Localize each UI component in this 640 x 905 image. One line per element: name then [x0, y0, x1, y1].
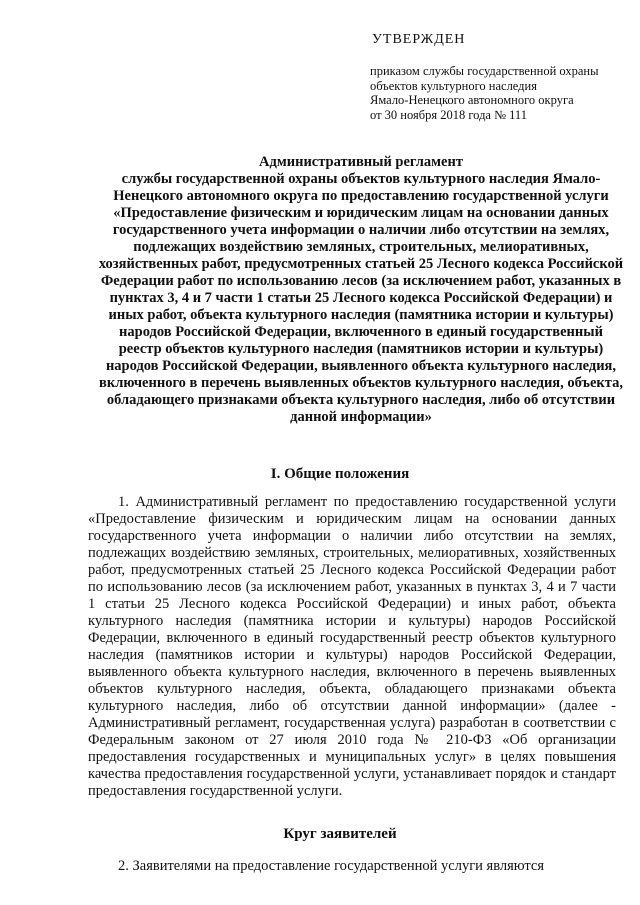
approval-stamp: УТВЕРЖДЕН [372, 32, 466, 47]
document-title [96, 154, 626, 426]
approval-order-block [370, 64, 630, 122]
section-heading-applicants: Круг заявителей [283, 826, 397, 842]
paragraph-1: 1. Административный регламент по предоставлению государственной услуги «Предоставление физическим и юридическим лицам на основании данных государственного учета информации о наличии либо отсутствии на землях, подлежащих воздействию земляных, строительных, мелиоративных, хозяйственных работ, предусмотренных статьей 25 Лесного кодекса Российской Федерации работ по использованию лесов (за исключением работ, указанных в пунктах 3, 4 и 7 части 1 статьи 25 Лесного кодекса Российской Федерации) и иных работ, объекта культурного наследия (памятника истории и культуры) народов Российской Федерации, включенного в единый государственный реестр объектов культурного наследия (памятников истории и культуры) народов Российской Федерации, выявленного объекта культурного наследия, включенного в перечень выявленных объектов культурного наследия, объекта, обладающего признаками объекта культурного наследия, либо об отсутствии данной информации» (далее - Административный регламент, государственная услуга) разработан в соответствии с Федеральным законом от 27 июля 2010 года № 210-ФЗ «Об организации предоставления государственных и муниципальных услуг» в целях повышения качества предоставления государственной услуги, устанавливает порядок и стандарт предоставления государственной услуги. [88, 494, 616, 799]
order-line: объектов культурного наследия [370, 78, 537, 93]
order-line: Ямало-Ненецкого автономного округа [370, 93, 574, 107]
order-line: от 30 ноября 2018 года № 111 [370, 107, 527, 122]
order-line: приказом службы государственной охраны [370, 64, 599, 78]
paragraph-2: 2. Заявителями на предоставление государственной услуги являются [118, 858, 545, 874]
section-heading-general: I. Общие положения [270, 466, 410, 482]
title-body: службы государственной охраны объектов культурного наследия Ямало-Ненецкого автономного округа по предоставлению государственной услуги «Предоставление физическим и юридическим лицам на основании данных государственного учета информации о наличии либо отсутствии на землях, подлежащих воздействию земляных, строительных, мелиоративных, хозяйственных работ, предусмотренных статьей 25 Лесного кодекса Российской Федерации работ по использованию лесов (за исключением работ, указанных в пунктах 3, 4 и 7 части 1 статьи 25 Лесного кодекса Российской Федерации) и иных работ, объекта культурного наследия (памятника истории и культуры) народов Российской Федерации, включенного в единый государственный реестр объектов культурного наследия (памятников истории и культуры) народов Российской Федерации, выявленного объекта культурного наследия, включенного в перечень выявленных объектов культурного наследия, объекта, обладающего признаками объекта культурного наследия, либо об отсутствии данной информации» [98, 171, 624, 425]
title-heading: Административный регламент [259, 154, 463, 170]
